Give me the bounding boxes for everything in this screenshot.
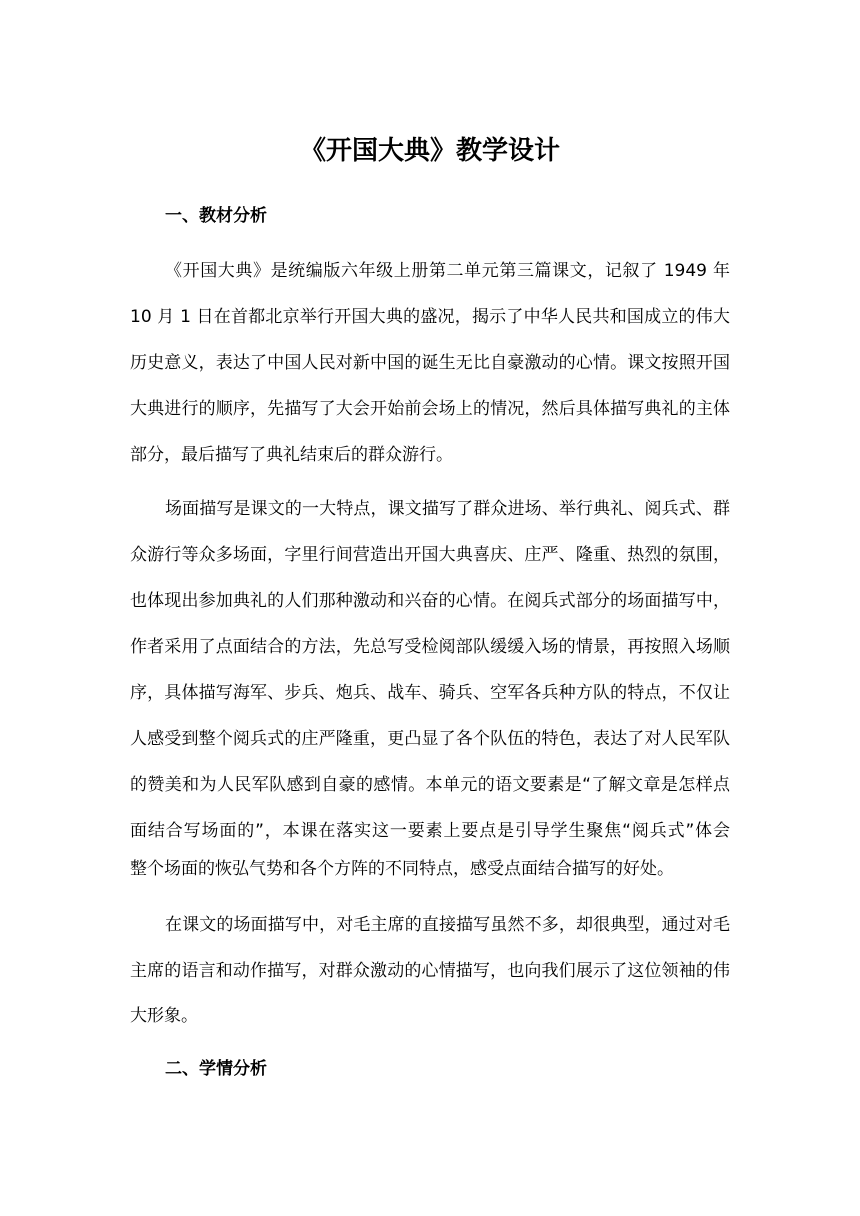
section-heading-student-analysis: 二、学情分析: [165, 1059, 267, 1079]
paragraph-3-line-1: 在课文的场面描写中，对毛主席的直接描写虽然不多，却很典型，通过对毛: [165, 915, 730, 935]
paragraph-1-line-1: 《开国大典》是统编版六年级上册第二单元第三篇课文，记叙了 1949 年: [165, 261, 730, 281]
paragraph-1-line-3: 历史意义，表达了中国人民对新中国的诞生无比自豪激动的心情。课文按照开国: [130, 353, 730, 373]
paragraph-1-line-2: 10 月 1 日在首都北京举行开国大典的盛况，揭示了中华人民共和国成立的伟大: [130, 307, 730, 327]
section-heading-textbook-analysis: 一、教材分析: [165, 206, 267, 226]
document-title: 《开国大典》教学设计: [299, 136, 560, 166]
paragraph-1-line-5: 部分，最后描写了典礼结束后的群众游行。: [130, 445, 453, 465]
paragraph-2-line-9: 整个场面的恢弘气势和各个方阵的不同特点，感受点面结合描写的好处。: [130, 859, 674, 879]
paragraph-2-line-4: 作者采用了点面结合的方法，先总写受检阅部队缓缓入场的情景，再按照入场顺: [130, 637, 730, 657]
paragraph-3-line-3: 大形象。: [130, 1006, 198, 1026]
paragraph-1-line-4: 大典进行的顺序，先描写了大会开始前会场上的情况，然后具体描写典礼的主体: [130, 399, 730, 419]
paragraph-2-line-2: 众游行等众多场面，字里行间营造出开国大典喜庆、庄严、隆重、热烈的氛围，: [130, 545, 730, 565]
paragraph-2-line-1: 场面描写是课文的一大特点，课文描写了群众进场、举行典礼、阅兵式、群: [165, 499, 730, 519]
paragraph-2-line-8: 面结合写场面的”，本课在落实这一要素上要点是引导学生聚焦“阅兵式”体会: [130, 821, 730, 841]
paragraph-2-line-7: 的赞美和为人民军队感到自豪的感情。本单元的语文要素是“了解文章是怎样点: [130, 775, 730, 795]
paragraph-2-line-5: 序，具体描写海军、步兵、炮兵、战车、骑兵、空军各兵种方队的特点，不仅让: [130, 683, 730, 703]
paragraph-2-line-6: 人感受到整个阅兵式的庄严隆重，更凸显了各个队伍的特色，表达了对人民军队: [130, 729, 730, 749]
paragraph-2-line-3: 也体现出参加典礼的人们那种激动和兴奋的心情。在阅兵式部分的场面描写中，: [130, 591, 730, 611]
paragraph-3-line-2: 主席的语言和动作描写，对群众激动的心情描写，也向我们展示了这位领袖的伟: [130, 961, 730, 981]
